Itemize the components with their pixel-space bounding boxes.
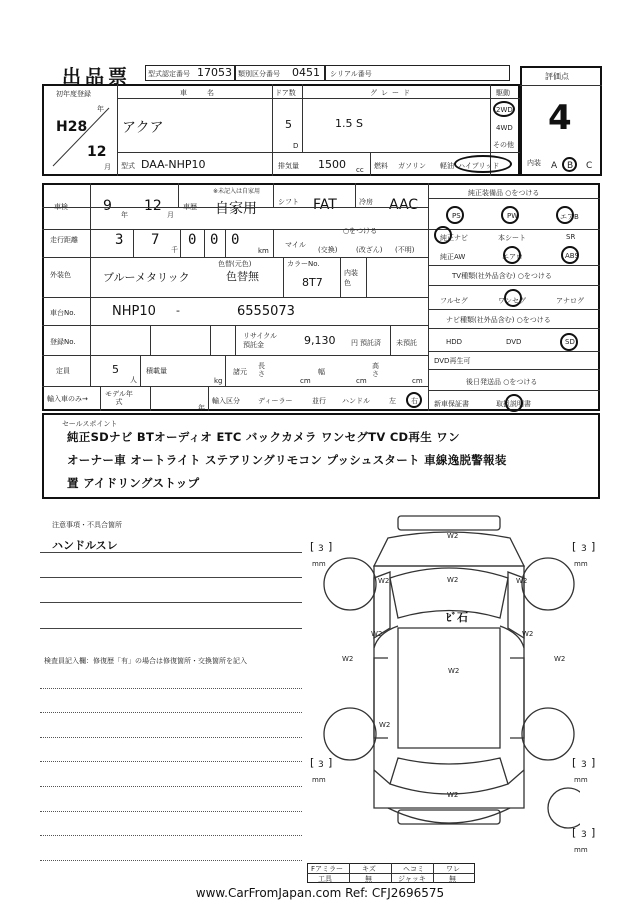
after-manual-circle [505,394,523,412]
interior-c: C [586,161,593,171]
import-class-label: 輸入区分 [212,397,240,405]
tire-rr-value: 3 [581,760,587,770]
tire-rf-bracket-close: ] [591,540,596,553]
genuine-title: 純正装備品 ○をつける [468,189,540,197]
car-name-label: 車名 [180,89,234,97]
genuine-abs: ABS [565,252,579,260]
genuine-ps: PS [452,212,461,220]
color-change-label: 色替(元色) [218,260,252,268]
auction-no-label: 型式認定番号 [148,70,190,78]
displacement: 1500 [318,158,346,171]
meter-label: マイル [285,241,306,249]
grade: 1.5 S [335,117,363,130]
dims-len-cm: cm [300,377,311,385]
mark-right-sill: W2 [554,655,566,663]
tv-analog: アナログ [556,297,584,305]
recycle-label: リサイクル預託金 [243,332,278,349]
ac: AAC [389,197,419,213]
fuel-hybrid-circle [454,155,512,173]
mileage-km: km [258,247,269,255]
spare-bracket-close: ] [591,826,596,839]
interior-color-label: 内装色 [344,269,358,287]
reg-diagonal [47,100,112,172]
legend-v3: ジャッキ [398,875,426,883]
tire-rf-bracket-open: [ [572,540,577,553]
genuine-ps-circle [446,206,464,224]
first-reg-label: 初年度登録 [56,90,91,98]
genuine-seat: 本シート [498,234,526,242]
reg-month-unit: 月 [104,163,111,171]
sales-points-label: セールスポイント [62,420,118,428]
notes-label: 注意事項・不具合箇所 [52,521,122,529]
fuel-gas: ガソリン [398,162,426,170]
meter-opt-3: (不明) [395,246,415,254]
category-no: 0451 [292,66,320,79]
displacement-label: 排気量 [278,162,299,170]
dims-height-cm: cm [412,377,423,385]
color-no-label: カラーNo. [287,260,320,268]
tire-rf-mm: mm [574,560,588,568]
chassis-no: 6555073 [237,304,295,319]
recycle-status1: 預託済 [360,339,381,347]
doors-label: ドア数 [275,89,296,97]
interior-b: B [567,161,574,171]
capacity: 5 [112,363,119,376]
recycle: 9,130 [304,334,336,347]
color: ブルーメタリック [103,271,190,284]
drive-2wd: 2WD [496,106,513,114]
tire-rr-bracket-close: ] [591,756,596,769]
navi-sd: SD [565,338,575,346]
meter-opt-2: (改ざん) [356,246,383,254]
tv-fullseg: フルセグ [440,297,468,305]
import-parallel: 並行 [312,397,326,405]
genuine-pw: PW [507,212,519,220]
dims-height: 高さ [372,362,379,378]
tire-lr-bracket-close: ] [328,756,333,769]
mark-front-bumper: W2 [447,532,459,540]
import-label: 輸入車のみ→ [47,395,88,403]
model: DAA-NHP10 [141,158,206,171]
legend-h4: ワレ [446,865,460,873]
usage: 自家用 [215,201,257,217]
mark-left-fender: W2 [378,577,390,585]
tire-lr-bracket-open: [ [310,756,315,769]
mark-left-front-door: W2 [371,630,383,638]
model-year-unit: 年 [198,404,205,412]
usage-label: 車歴 [183,203,197,211]
navi-dvd: DVD [506,338,522,346]
chassis-prefix: NHP10 [112,304,156,319]
tire-lf-value: 3 [318,544,324,554]
fuel-label: 燃料 [374,162,388,170]
import-dealer: ディーラー [258,397,293,405]
legend-h2: キズ [362,865,376,873]
shaken-month: 12 [144,198,162,214]
shaken-year: 9 [103,198,112,214]
serial-label: シリアル番号 [330,70,372,78]
genuine-navi-circle [434,226,452,244]
inspector-label: 検査員記入欄：修復歴「有」の場合は修復箇所・交換箇所を記入 [44,657,247,665]
tv-oneseg-circle [504,289,522,307]
recycle-unit: 円 [351,339,358,347]
load-unit: kg [214,377,223,385]
tire-lf-bracket-open: [ [310,540,315,553]
regno-label: 登録No. [50,338,76,346]
handle-right: 右 [411,397,418,405]
color-no: 8T7 [302,276,323,289]
interior-b-circle [562,157,577,172]
drive-2wd-circle [493,101,515,117]
meter-opt-1: (交換) [318,246,338,254]
handle-label: ハンドル [342,397,370,405]
mark-left-rear-door: W2 [379,721,391,729]
dvd-label: DVD再生可 [434,357,471,365]
tire-rr-bracket-open: [ [572,756,577,769]
shift: FAT [313,197,337,213]
mileage-d1: 3 [115,232,124,248]
interior-label: 内装 [527,159,541,167]
shift-label: シフト [278,198,299,206]
tire-lf-bracket-close: ] [328,540,333,553]
model-label: 型式 [121,162,135,170]
drive-label: 駆動 [496,89,510,97]
dims-width: 幅 [318,368,325,376]
color-label: 外装色 [50,271,71,279]
ac-label: 冷房 [359,198,373,206]
chassis-label: 車台No. [50,309,76,317]
dims-width-cm: cm [356,377,367,385]
sales-point-line-1: 純正SDナビ BTオーディオ ETC バックカメラ ワンセグTV CD再生 ワン [67,430,460,444]
spare-mm: mm [574,846,588,854]
legend-h1: Fアミラー [311,865,344,873]
spare-value: 3 [581,830,587,840]
mileage-thousand: 千 [171,246,178,254]
cc-unit: cc [356,166,364,174]
mark-roof: W2 [448,667,460,675]
car-name: アクア [122,120,164,136]
tire-lr-value: 3 [318,760,324,770]
mark-left-sill: W2 [342,655,354,663]
navi-sd-circle [560,333,578,351]
reg-year: H28 [56,119,88,135]
after-warranty: 新車保証書 [434,400,469,408]
fuel-light: 軽油 [440,162,454,170]
meter-note: ○をつける [343,227,378,235]
watermark: www.CarFromJapan.com Ref: CFJ2696575 [195,886,445,900]
model-year-label: モデル年式 [105,390,133,406]
legend-h3: ヘコミ [403,865,424,873]
genuine-airbag-circle [556,206,574,224]
dims-label: 諸元 [233,368,247,376]
chassis-dash: - [176,304,180,317]
windshield-mark: ﾋﾞ石 [446,611,468,624]
genuine-airbag: エアB [560,213,579,221]
genuine-sr: SR [566,233,576,241]
interior-a: A [551,161,558,171]
mileage-label: 走行距離 [50,236,78,244]
usage-note: ※未記入は自家用 [213,188,261,195]
tire-rf-value: 3 [581,544,587,554]
tv-title: TV種類(社外品含む) ○をつける [452,272,552,280]
mark-rear-bumper: W2 [447,791,459,799]
dims-len: 長さ [258,362,265,378]
fuel-hybrid: ハイブリッド [458,162,500,170]
color-change: 色替無 [226,270,259,283]
drive-other: その他 [493,141,514,149]
mark-right-fender: W2 [516,577,528,585]
door-unit: D [293,142,299,150]
mileage-d5: 0 [231,232,240,248]
shaken-year-unit: 年 [121,211,128,219]
grade-label: グレード [370,89,414,97]
navi-title: ナビ種類(社外品含む) ○をつける [446,316,551,324]
genuine-aero: エアロ [502,253,523,261]
drive-4wd: 4WD [496,124,513,132]
mileage-d2: 7 [151,232,160,248]
genuine-pw-circle [501,206,519,224]
mileage-d4: 0 [210,232,219,248]
score-value: 4 [548,98,572,138]
tire-lf-mm: mm [312,560,326,568]
genuine-aw: 純正AW [440,253,466,261]
legend-v4: 無 [449,875,456,883]
legend-v2: 無 [365,875,372,883]
genuine-abs-circle [561,246,579,264]
tv-oneseg: ワンセグ [498,297,526,305]
car-diagram [318,508,580,874]
page-title: 出品票 [62,66,132,88]
legend-v1: 工具 [318,875,332,883]
tire-rr-mm: mm [574,776,588,784]
reg-year-unit: 年 [97,105,104,113]
spare-bracket-open: [ [572,826,577,839]
handle-right-circle [406,392,422,408]
genuine-navi: 純正ナビ [440,234,468,242]
mark-hood: W2 [447,576,459,584]
recycle-status2: 未預託 [396,339,417,347]
doors: 5 [285,118,292,131]
category-label: 類別区分番号 [238,70,280,78]
mark-right-front-door: W2 [522,630,534,638]
capacity-unit: 人 [130,376,137,384]
shaken-month-unit: 月 [167,211,174,219]
auction-no: 17053 [197,66,232,79]
capacity-label: 定員 [56,367,70,375]
tire-lr-mm: mm [312,776,326,784]
note-line-1: ハンドルスレ [52,539,118,552]
score-label: 評価点 [545,72,569,81]
after-title: 後日発送品 ○をつける [466,378,538,386]
genuine-aero-circle [503,246,521,264]
sales-point-line-2: オーナー車 オートライト ステアリングリモコン プッシュスタート 車線逸脱警報装 [67,453,507,467]
sales-point-line-3: 置 アイドリングストップ [67,476,200,490]
after-manual: 取扱説明書 [496,400,531,408]
reg-month: 12 [87,144,107,160]
mileage-d3: 0 [188,232,197,248]
load-label: 積載量 [146,367,167,375]
shaken-label: 車検 [54,203,68,211]
handle-left: 左 [389,397,396,405]
navi-hdd: HDD [446,338,463,346]
